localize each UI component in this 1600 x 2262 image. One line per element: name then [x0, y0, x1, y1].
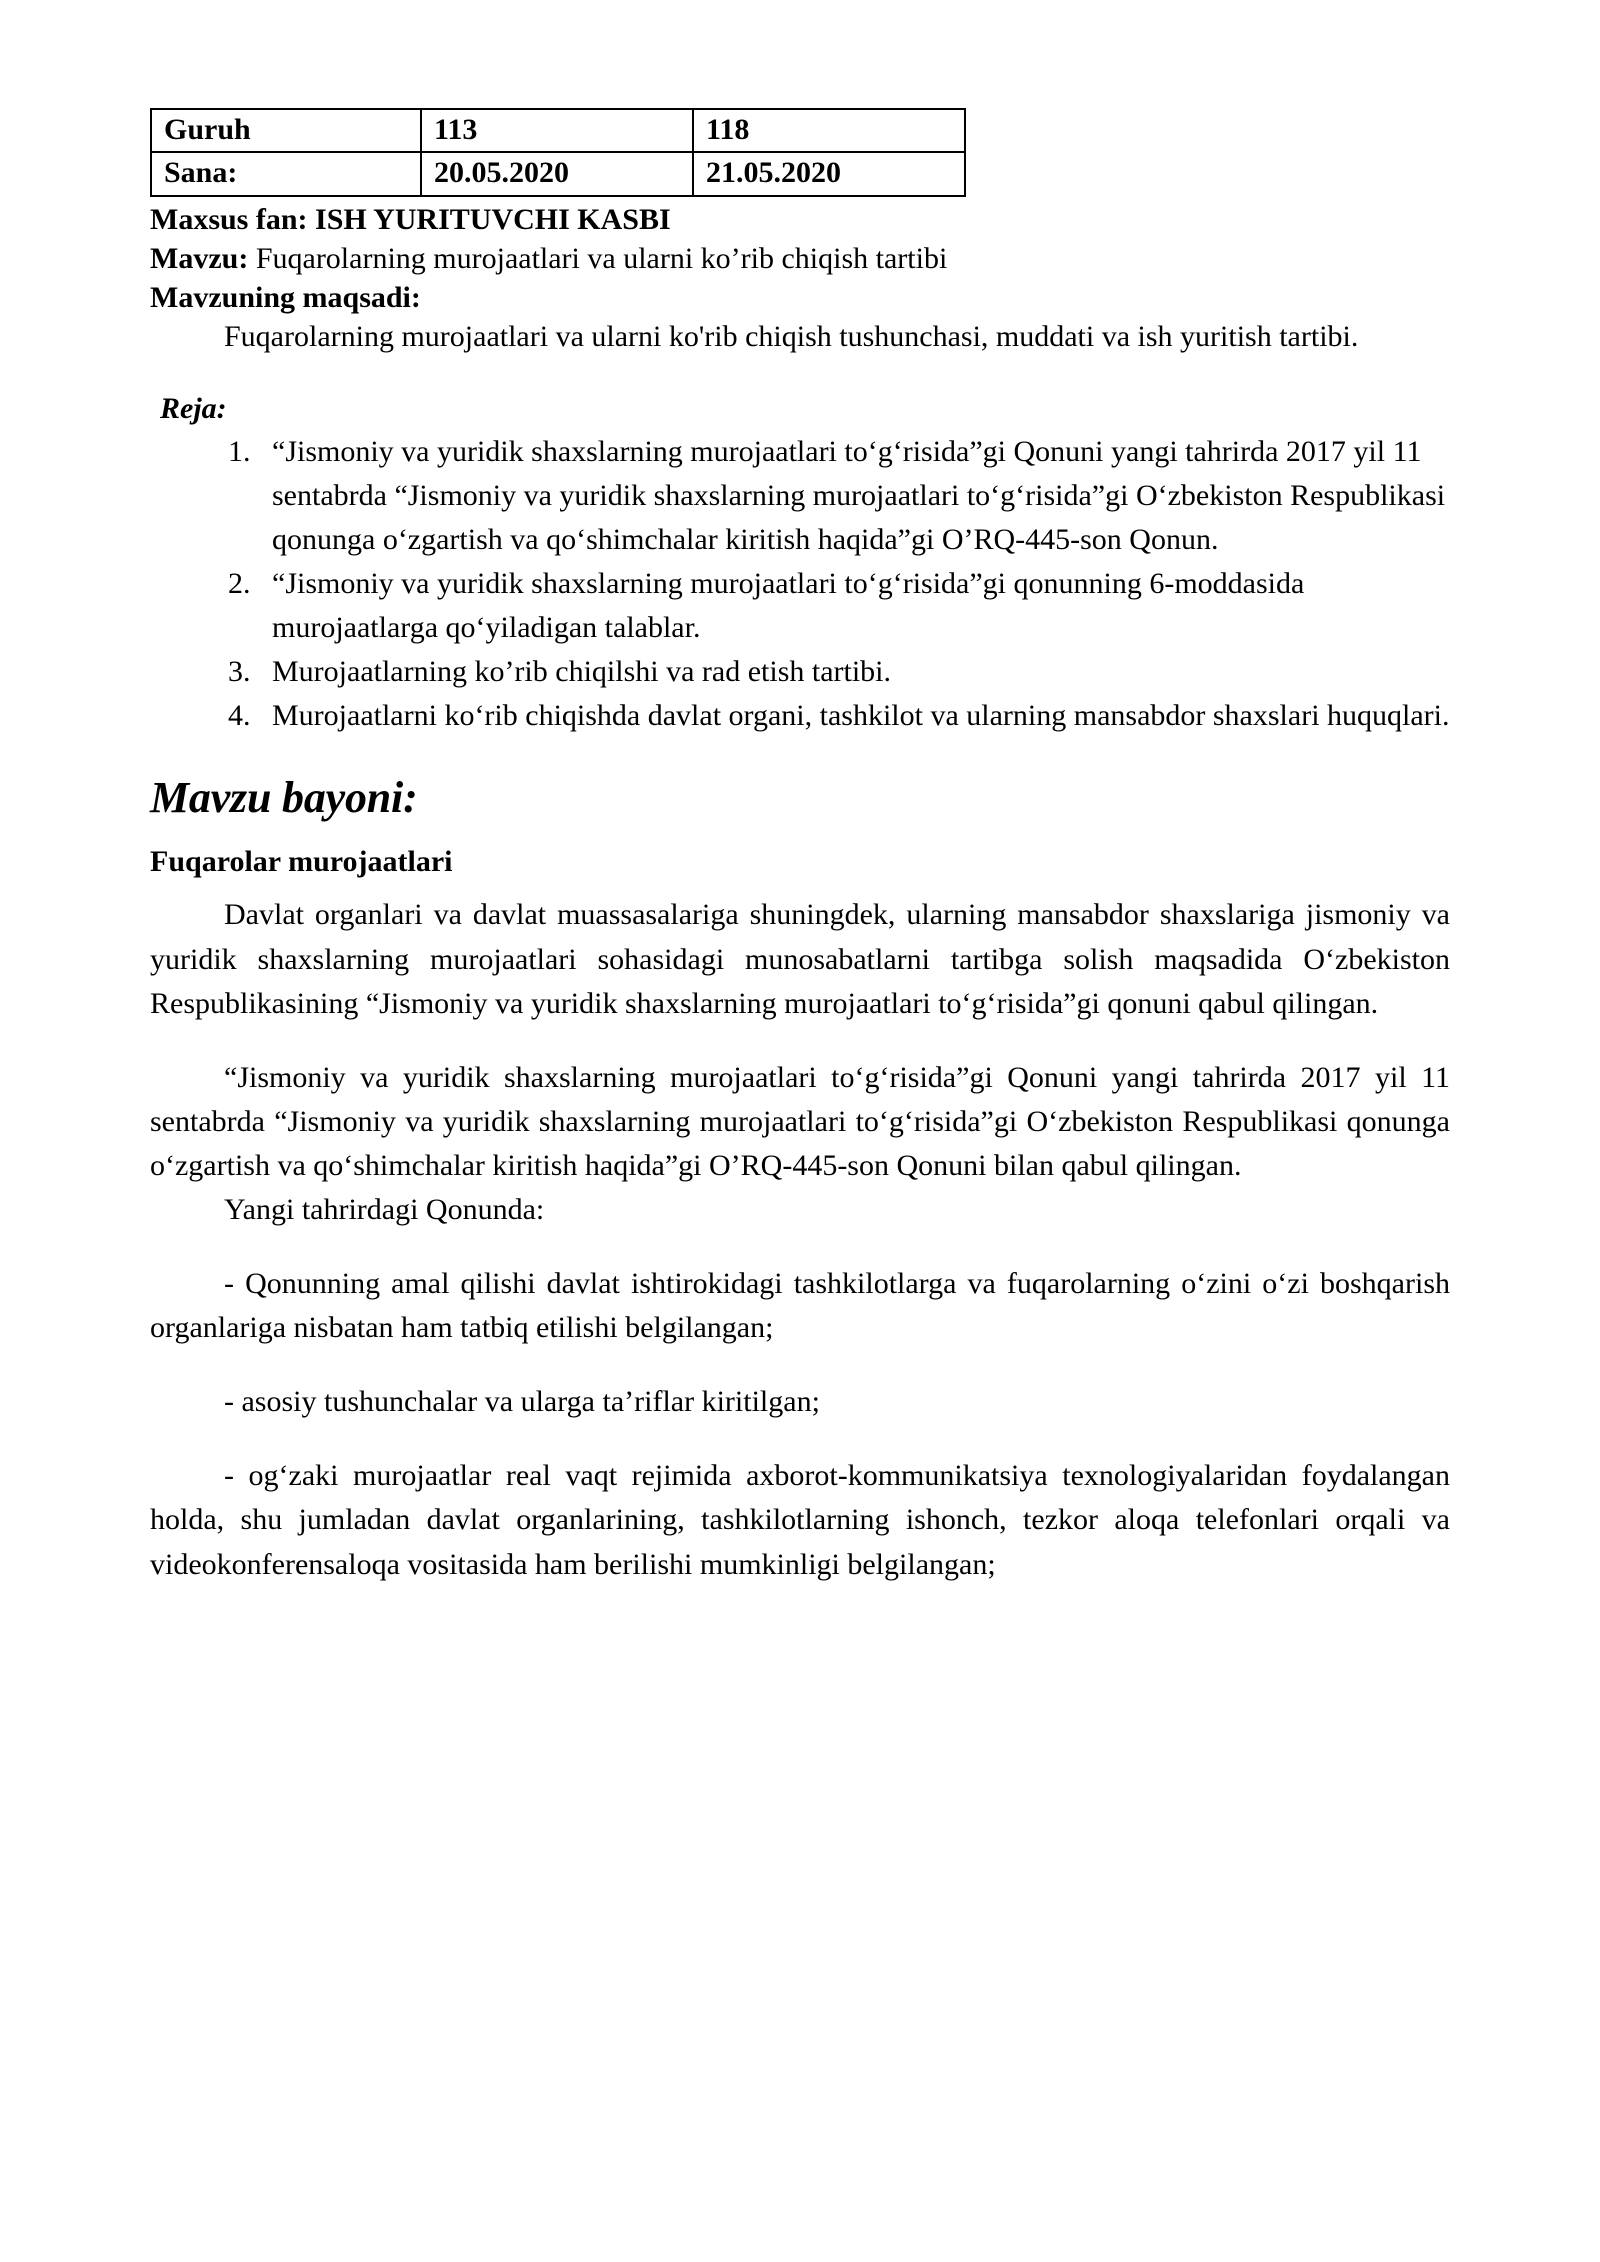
plan-heading: Reja: [160, 391, 227, 425]
table-row [151, 152, 965, 195]
table-cell-group-2: 118 [693, 109, 965, 152]
aim-text-line2: ish yuritish tartibi. [1137, 319, 1359, 353]
table-row [151, 109, 965, 152]
paragraph: “Jismoniy va yuridik shaxslarning murojaatlari to‘g‘risida”gi Qonuni yangi tahrirda 2017 yil 11 sentabrda “Jismoniy va yuridik shaxslarning murojaatlari to‘g‘risida”gi O‘zbekiston Respublikasi qonunga o‘zgartish va qo‘shimchalar kiritish haqida”gi O’RQ-445-son Qonuni bilan qabul qilingan. [150, 1060, 1450, 1182]
aim-text [150, 317, 1450, 356]
paragraph: - og‘zaki murojaatlar real vaqt rejimida axborot-kommunikatsiya texnologiyalaridan foydalangan holda, shu jumladan davlat organlarining, tashkilotlarning ishonch, tezkor aloqa telefonlari orqali va videokonferensaloqa vositasida ham berilishi mumkinligi belgilangan; [150, 1459, 1450, 1581]
list-item: 3. Murojaatlarning ko’rib chiqilshi va rad etish tartibi. [258, 650, 1450, 694]
list-item: 1. “Jismoniy va yuridik shaxslarning murojaatlari to‘g‘risida”gi Qonuni yangi tahrirda 2017 yil 11 sentabrda “Jismoniy va yuridik shaxslarning murojaatlari to‘g‘risida”gi O‘zbekiston Respublikasi qonunga o‘zgartish va qo‘shimchalar kiritish haqida”gi O’RQ-445-son Qonun. [258, 430, 1450, 562]
topic-line [150, 239, 1450, 278]
subject-value: ISH YURITUVCHI KASBI [315, 202, 671, 236]
table-cell-date-label: Sana: [151, 152, 421, 195]
table-cell-group-1: 113 [421, 109, 693, 152]
subject-line [150, 200, 1450, 239]
list-item: 4. Murojaatlarni ko‘rib chiqishda davlat organi, tashkilot va ularning mansabdor shaxslari huquqlari. [258, 694, 1450, 738]
lesson-meta-table [150, 108, 966, 197]
table-cell-group-label: Guruh [151, 109, 421, 152]
subject-label: Maxsus fan: [150, 202, 308, 236]
topic-label: Mavzu: [150, 241, 249, 275]
plan-list [150, 430, 1450, 739]
document-body [150, 108, 1450, 1587]
paragraph: Davlat organlari va davlat muassasalariga shuningdek, ularning mansabdor shaxslariga jismoniy va yuridik shaxslarning murojaatlari sohasidagi munosabatlarni tartibga solish maqsadida O‘zbekiston Respublikasining “Jismoniy va yuridik shaxslarning murojaatlari to‘g‘risida”gi qonuni qabul qilingan. [150, 898, 1450, 1020]
body-heading: Mavzu bayoni: [150, 773, 418, 823]
paragraph: - Qonunning amal qilishi davlat ishtirokidagi tashkilotlarga va fuqarolarning o‘zini o‘zi boshqarish organlariga nisbatan ham tatbiq etilishi belgilangan; [150, 1267, 1450, 1345]
table-cell-date-1: 20.05.2020 [421, 152, 693, 195]
aim-text-line1: Fuqarolarning murojaatlari va ularni ko'rib chiqish tushunchasi, muddati va [224, 319, 1131, 353]
list-item: 2. “Jismoniy va yuridik shaxslarning murojaatlari to‘g‘risida”gi qonunning 6-moddasida murojaatlarga qo‘yiladigan talablar. [258, 562, 1450, 650]
topic-value: Fuqarolarning murojaatlari va ularni ko’rib chiqish tartibi [255, 241, 948, 275]
paragraph: - asosiy tushunchalar va ularga ta’riflar kiritilgan; [224, 1385, 820, 1419]
body-subheading: Fuqarolar murojaatlari [150, 845, 453, 879]
aim-label: Mavzuning maqsadi: [150, 280, 421, 314]
table-cell-date-2: 21.05.2020 [693, 152, 965, 195]
paragraph: Yangi tahrirdagi Qonunda: [224, 1193, 545, 1226]
